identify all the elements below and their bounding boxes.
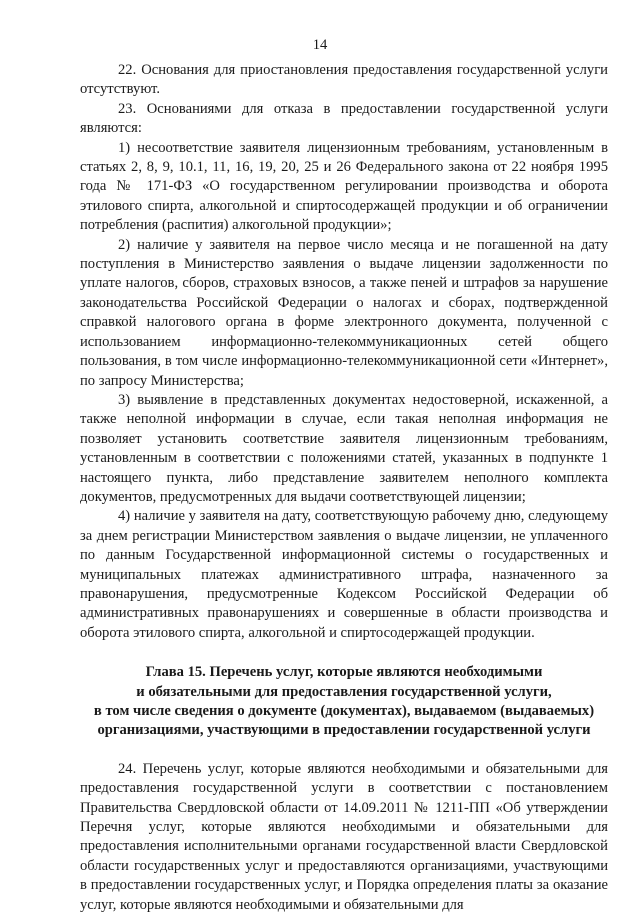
paragraph-23-item-2: 2) наличие у заявителя на первое число месяца и не погашенной на дату поступления в Министерство заявления о выдаче лицензии задолженности по уплате налогов, сборов, страховых взносов, а также пеней и штрафов за нарушение законодательства Российской Федерации о налогах и сборах, подтвержденной справкой налогового органа в форме электронного документа, полученной с использованием информационно-телекоммуникационных сетей общего пользования, в том числе информационно-телекоммуникационной сети «Интернет», по запросу Министерства; xyxy=(80,236,608,389)
paragraph-23: 23. Основаниями для отказа в предоставлении государственной услуги являются: xyxy=(80,100,608,137)
paragraph-22: 22. Основания для приостановления предоставления государственной услуги отсутствуют. xyxy=(80,62,608,98)
paragraph-23-item-3: 3) выявление в представленных документах недостоверной, искаженной, а также неполной информации в случае, если такая неполная информация не позволяет установить соответствие заявителя лицензионным требованиям, установленным в соответствии с положениями статей, указанных в подпункте 1 настоящего пункта, либо представление заявителем неполного комплекта документов, предусмотренных для выдачи соответствующей лицензии; xyxy=(80,391,608,505)
chapter-heading-line: организациями, участвующими в предоставлении государственной услуги xyxy=(97,722,591,739)
chapter-heading-line: Глава 15. Перечень услуг, которые являются необходимыми xyxy=(145,664,543,681)
chapter-heading-line: и обязательными для предоставления государственной услуги, xyxy=(136,683,552,700)
chapter-heading xyxy=(80,663,608,741)
page-number: 14 xyxy=(312,37,328,53)
paragraph-23-item-4: 4) наличие у заявителя на дату, соответствующую рабочему дню, следующему за днем регистрации Министерством заявления о выдаче лицензии, не уплаченного по данным Государственной информационной системы о государственных и муниципальных платежах административного штрафа, назначенного за правонарушения, предусмотренные Кодексом Российской Федерации об административных правонарушениях и совершенные в области производства и оборота этилового спирта, алкогольной и спиртосодержащей продукции. xyxy=(80,508,608,641)
paragraph-24: 24. Перечень услуг, которые являются необходимыми и обязательными для предоставления государственной услуги в соответствии с постановлением Правительства Свердловской области от 14.09.2011 № 1211-ПП «Об утверждении Перечня услуг, которые являются необходимыми и обязательными для предоставления исполнительными органами государственной власти Свердловской области государственных услуг и предоставляются организациями, участвующими в предоставлении государственных услуг, и Порядка определения платы за оказание услуг, которые являются необходимыми и обязательными для xyxy=(80,760,608,913)
paragraph-23-item-1: 1) несоответствие заявителя лицензионным требованиям, установленным в статьях 2, 8, 9, 10.1, 11, 16, 19, 20, 25 и 26 Федерального закона от 22 ноября 1995 года № 171-ФЗ «О государственном регулировании производства и оборота этилового спирта, алкогольной и спиртосодержащей продукции и об ограничении потребления (распития) алкогольной продукции»; xyxy=(80,139,608,234)
document-body xyxy=(80,61,608,915)
chapter-heading-line: в том числе сведения о документе (документах), выдаваемом (выдаваемых) xyxy=(93,703,595,719)
